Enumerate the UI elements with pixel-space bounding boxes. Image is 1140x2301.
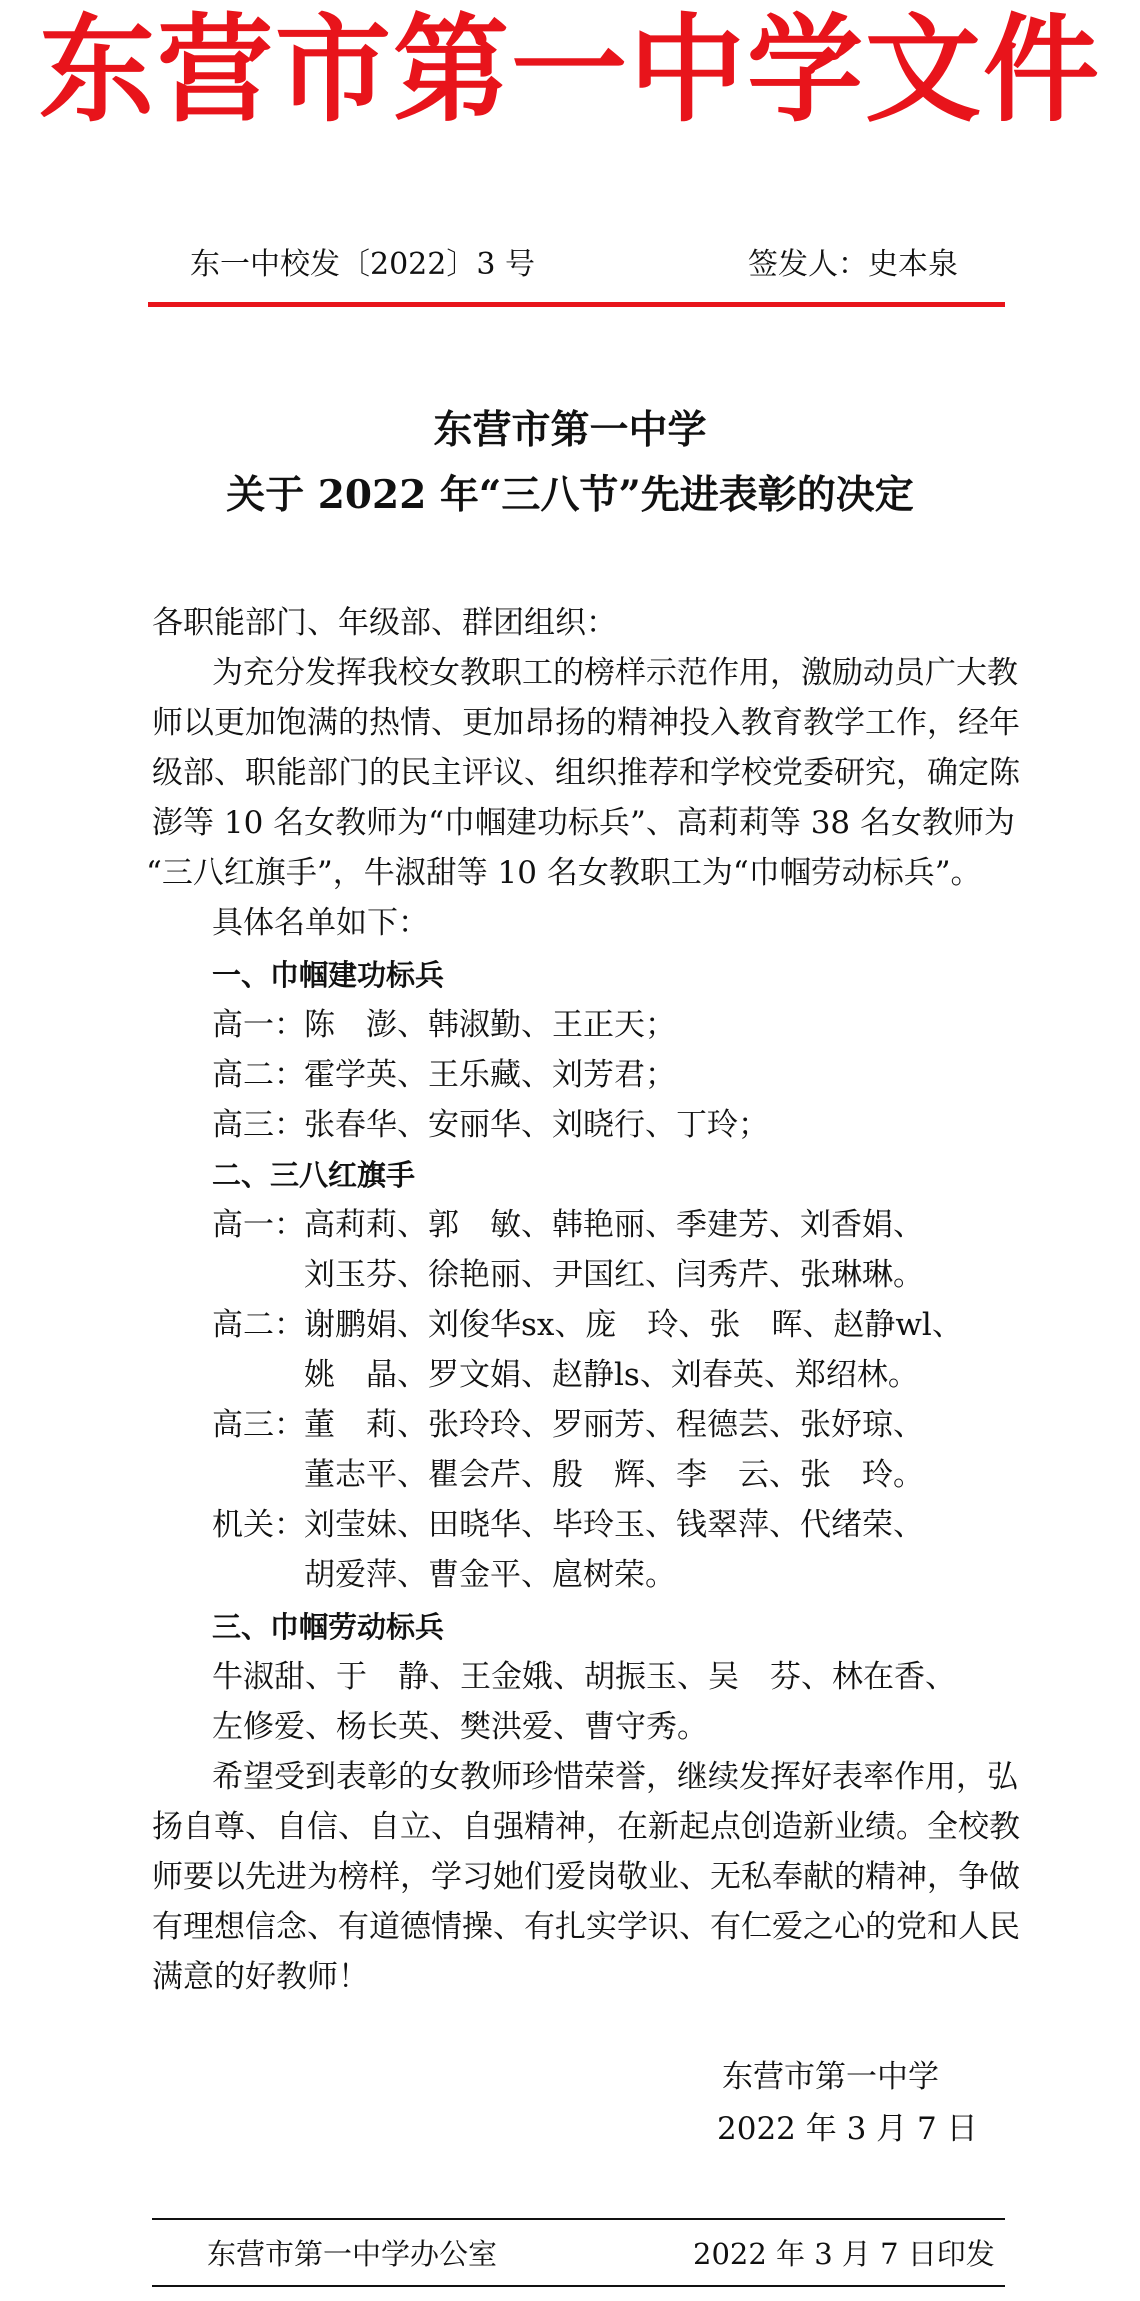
signer: 签发人：史本泉 [748, 247, 958, 282]
grade-label: 高三： [212, 1107, 305, 1143]
section-heading: 二、三八红旗手 [212, 1158, 416, 1192]
intro-line: “三八红旗手”，牛淑甜等 10 名女教职工为“巾帼劳动标兵”。 [146, 855, 982, 891]
letterhead-title: 东营市第一中学文件 [39, 2, 1101, 138]
salutation: 各职能部门、年级部、群团组织： [152, 605, 617, 641]
grade-label: 高一： [212, 1207, 305, 1243]
name-list: 牛淑甜、于 静、王金娥、胡振玉、吴 芬、林在香、 [212, 1659, 956, 1695]
name-list: 谢鹏娟、刘俊华sx、庞 玲、张 晖、赵静wl、 [304, 1307, 963, 1343]
name-list: 左修爱、杨长英、樊洪爱、曹守秀。 [212, 1709, 708, 1745]
print-date: 2022 年 3 月 7 日印发 [693, 2237, 995, 2271]
intro-line: 澎等 10 名女教师为“巾帼建功标兵”、高莉莉等 38 名女教师为 [152, 805, 1016, 841]
signature-date: 2022 年 3 月 7 日 [717, 2111, 978, 2147]
closing-line: 满意的好教师！ [152, 1959, 369, 1995]
name-list: 董志平、瞿会芹、殷 辉、李 云、张 玲。 [304, 1457, 924, 1493]
name-list: 张春华、安丽华、刘晓行、丁玲； [304, 1107, 769, 1143]
name-list: 霍学英、王乐藏、刘芳君； [304, 1057, 676, 1093]
name-list: 董 莉、张玲玲、罗丽芳、程德芸、张妤琼、 [304, 1407, 924, 1443]
footer-top-rule [152, 2218, 1005, 2220]
document-title-line1: 东营市第一中学 [433, 407, 707, 453]
grade-label: 高二： [212, 1057, 305, 1093]
closing-line: 师要以先进为榜样，学习她们爱岗敬业、无私奉献的精神，争做 [152, 1859, 1020, 1895]
closing-line: 希望受到表彰的女教师珍惜荣誉，继续发挥好表率作用，弘 [212, 1759, 1018, 1795]
name-list: 姚 晶、罗文娟、赵静ls、刘春英、郑绍林。 [304, 1357, 919, 1393]
name-list: 刘莹妹、田晓华、毕玲玉、钱翠萍、代绪荣、 [304, 1507, 924, 1543]
intro-line: 级部、职能部门的民主评议、组织推荐和学校党委研究，确定陈 [152, 755, 1020, 791]
section-heading: 三、巾帼劳动标兵 [212, 1610, 445, 1644]
footer-bottom-rule [152, 2285, 1005, 2287]
closing-line: 有理想信念、有道德情操、有扎实学识、有仁爱之心的党和人民 [152, 1909, 1020, 1945]
grade-label: 机关： [212, 1507, 305, 1543]
issuing-office: 东营市第一中学办公室 [207, 2237, 498, 2271]
signature-org: 东营市第一中学 [722, 2059, 939, 2095]
name-list: 高莉莉、郭 敏、韩艳丽、季建芳、刘香娟、 [304, 1207, 924, 1243]
grade-label: 高三： [212, 1407, 305, 1443]
name-list: 陈 澎、韩淑勤、王正天； [304, 1007, 676, 1043]
document-title-line2: 关于 2022 年“三八节”先进表彰的决定 [226, 472, 914, 518]
name-list: 胡爱萍、曹金平、扈树荣。 [304, 1557, 676, 1593]
name-list: 刘玉芬、徐艳丽、尹国红、闫秀芹、张琳琳。 [304, 1257, 924, 1293]
section-heading: 一、巾帼建功标兵 [212, 958, 445, 992]
intro-line: 师以更加饱满的热情、更加昂扬的精神投入教育教学工作，经年 [152, 705, 1020, 741]
intro-line: 为充分发挥我校女教职工的榜样示范作用，激励动员广大教 [212, 655, 1018, 691]
grade-label: 高二： [212, 1307, 305, 1343]
red-divider [148, 302, 1005, 307]
list-intro: 具体名单如下： [212, 905, 429, 941]
closing-line: 扬自尊、自信、自立、自强精神，在新起点创造新业绩。全校教 [152, 1809, 1020, 1845]
document-number: 东一中校发〔2022〕3 号 [190, 247, 535, 282]
grade-label: 高一： [212, 1007, 305, 1043]
